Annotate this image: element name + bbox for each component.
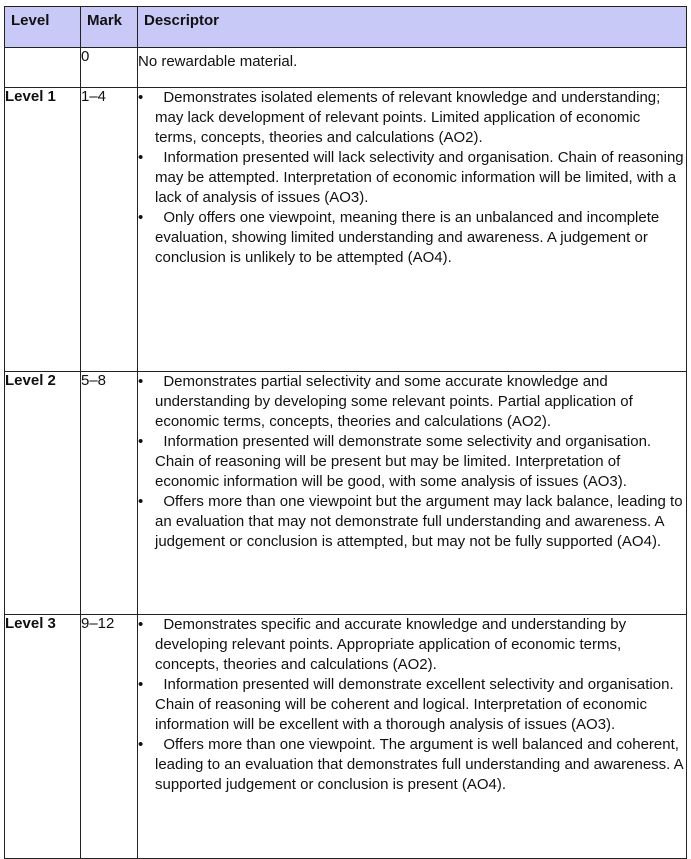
descriptor-text: Only offers one viewpoint, meaning there is an unbalanced and incomplete evaluation, showing limited understanding and awareness. A judgement or conclusion is unlikely to be attempted (AO4). bbox=[155, 209, 660, 266]
list-item bbox=[138, 148, 686, 208]
bullet-icon: • bbox=[138, 149, 144, 166]
level-cell: Level 1 bbox=[5, 88, 81, 372]
descriptor-text: Information presented will lack selectivity and organisation. Chain of reasoning may be attempted. Interpretation of economic information will be limited, with a lack of analysis of issues (AO3). bbox=[155, 149, 684, 206]
descriptor-list bbox=[138, 88, 686, 268]
descriptor-text: Offers more than one viewpoint but the argument may lack balance, leading to an evaluation that may not demonstrate full understanding and awareness. A judgement or conclusion is attempted, but may not be fully supported (AO4). bbox=[155, 493, 683, 550]
table-row bbox=[5, 48, 687, 88]
levels-of-response-table bbox=[4, 6, 687, 859]
mark-cell: 9–12 bbox=[81, 615, 138, 859]
mark-cell: 0 bbox=[81, 48, 138, 88]
list-item bbox=[138, 615, 686, 675]
descriptor-text: Information presented will demonstrate excellent selectivity and organisation. Chain of reasoning will be coherent and logical. Interpretation of economic information will be excellent with a thorough analysis of issues (AO3). bbox=[155, 676, 674, 733]
list-item bbox=[138, 208, 686, 268]
mark-scheme-container bbox=[4, 6, 687, 859]
level-cell: Level 2 bbox=[5, 372, 81, 615]
bullet-icon: • bbox=[138, 493, 144, 510]
bullet-icon: • bbox=[138, 676, 144, 693]
bullet-icon: • bbox=[138, 616, 144, 633]
descriptor-text: Offers more than one viewpoint. The argument is well balanced and coherent, leading to an evaluation that demonstrates full understanding and awareness. A supported judgement or conclusion is present (AO4). bbox=[155, 736, 683, 793]
descriptor-cell bbox=[138, 615, 687, 859]
mark-cell: 5–8 bbox=[81, 372, 138, 615]
header-level: Level bbox=[5, 7, 81, 48]
table-row bbox=[5, 615, 687, 859]
table-row bbox=[5, 372, 687, 615]
bullet-icon: • bbox=[138, 433, 144, 450]
descriptor-cell: No rewardable material. bbox=[138, 48, 687, 88]
descriptor-text: Demonstrates partial selectivity and some accurate knowledge and understanding by developing some relevant points. Partial application of economic terms, concepts, theories and calculations (AO2). bbox=[155, 373, 633, 430]
list-item bbox=[138, 432, 686, 492]
descriptor-text: Demonstrates specific and accurate knowledge and understanding by developing relevant points. Appropriate application of economic terms, concepts, theories and calculations (AO2). bbox=[155, 616, 627, 673]
list-item bbox=[138, 675, 686, 735]
mark-cell: 1–4 bbox=[81, 88, 138, 372]
descriptor-cell bbox=[138, 372, 687, 615]
list-item bbox=[138, 372, 686, 432]
bullet-icon: • bbox=[138, 736, 144, 753]
header-mark: Mark bbox=[81, 7, 138, 48]
bullet-icon: • bbox=[138, 89, 144, 106]
level-cell: Level 3 bbox=[5, 615, 81, 859]
header-descriptor: Descriptor bbox=[138, 7, 687, 48]
descriptor-text: Information presented will demonstrate some selectivity and organisation. Chain of reasoning will be present but may be limited. Interpretation of economic information will be good, with some analysis of issues (AO3). bbox=[155, 433, 652, 490]
bullet-icon: • bbox=[138, 373, 144, 390]
descriptor-list bbox=[138, 372, 686, 552]
list-item bbox=[138, 735, 686, 795]
list-item bbox=[138, 492, 686, 552]
descriptor-list bbox=[138, 615, 686, 795]
level-cell bbox=[5, 48, 81, 88]
descriptor-text: Demonstrates isolated elements of relevant knowledge and understanding; may lack development of relevant points. Limited application of economic terms, concepts, theories and calculations (AO2). bbox=[155, 89, 661, 146]
descriptor-cell bbox=[138, 88, 687, 372]
table-header-row bbox=[5, 7, 687, 48]
table-row bbox=[5, 88, 687, 372]
list-item bbox=[138, 88, 686, 148]
bullet-icon: • bbox=[138, 209, 144, 226]
